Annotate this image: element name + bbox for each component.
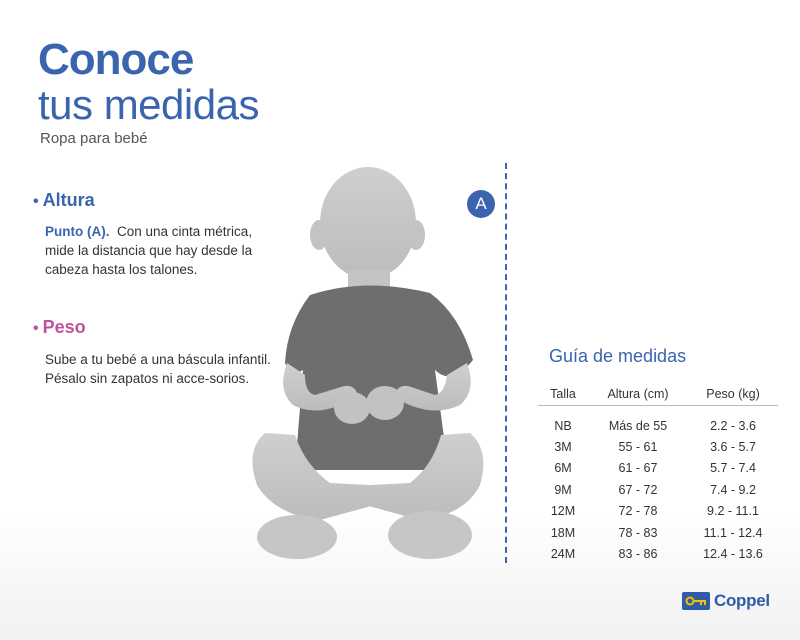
peso-heading-label: Peso xyxy=(42,317,86,337)
table-row xyxy=(538,544,778,566)
header-talla: Talla xyxy=(538,383,588,405)
point-label: Punto (A). xyxy=(45,224,110,239)
cell-talla: 3M xyxy=(554,439,572,454)
altura-heading xyxy=(33,190,95,211)
altura-heading-label: Altura xyxy=(42,190,95,210)
cell-peso: 5.7 - 7.4 xyxy=(710,461,756,476)
cell-talla: NB xyxy=(554,418,572,433)
cell-altura: 83 - 86 xyxy=(618,547,658,562)
page-title-sub: tus medidas xyxy=(38,81,259,128)
brand-name: Coppel xyxy=(714,591,770,610)
cell-altura: Más de 55 xyxy=(608,418,668,433)
table-row xyxy=(538,479,778,501)
altura-description-text: Con una cinta métrica, mide la distancia que hay desde la cabeza hasta los talones. xyxy=(45,224,253,277)
bullet-icon: • xyxy=(33,320,39,337)
table-header-row xyxy=(538,383,778,405)
table-row xyxy=(538,522,778,544)
cell-peso: 2.2 - 3.6 xyxy=(710,418,756,433)
page-subtitle: Ropa para bebé xyxy=(40,130,148,147)
cell-talla: 9M xyxy=(554,482,572,497)
baby-silhouette-image xyxy=(245,165,490,570)
brand-logo xyxy=(682,590,770,612)
table-row xyxy=(538,458,778,480)
cell-peso: 7.4 - 9.2 xyxy=(710,482,756,497)
key-icon xyxy=(682,592,710,610)
cell-altura: 61 - 67 xyxy=(618,461,658,476)
cell-altura: 67 - 72 xyxy=(618,482,658,497)
marker-a: A xyxy=(467,190,495,218)
table-row xyxy=(538,405,778,436)
cell-talla: 6M xyxy=(554,461,572,476)
cell-altura: 78 - 83 xyxy=(618,525,658,540)
bullet-icon: • xyxy=(33,193,39,210)
cell-peso: 11.1 - 12.4 xyxy=(703,525,763,540)
cell-talla: 12M xyxy=(550,504,576,519)
guide-title: Guía de medidas xyxy=(549,346,687,366)
cell-talla: 24M xyxy=(550,547,576,562)
size-table xyxy=(538,383,778,565)
header-peso: Peso (kg) xyxy=(688,383,778,405)
cell-altura: 55 - 61 xyxy=(618,439,658,454)
page-title: Conoce xyxy=(38,35,194,84)
cell-altura: 72 - 78 xyxy=(618,504,658,519)
peso-description: Sube a tu bebé a una báscula infantil. Pésalo sin zapatos ni acce-sorios. xyxy=(45,352,271,386)
header-altura: Altura (cm) xyxy=(588,383,688,405)
measurement-line xyxy=(505,163,507,563)
cell-peso: 9.2 - 11.1 xyxy=(707,504,759,519)
table-row xyxy=(538,501,778,523)
cell-talla: 18M xyxy=(550,525,576,540)
table-row xyxy=(538,436,778,458)
cell-peso: 3.6 - 5.7 xyxy=(710,439,756,454)
peso-heading xyxy=(33,317,86,338)
cell-peso: 12.4 - 13.6 xyxy=(703,547,763,562)
